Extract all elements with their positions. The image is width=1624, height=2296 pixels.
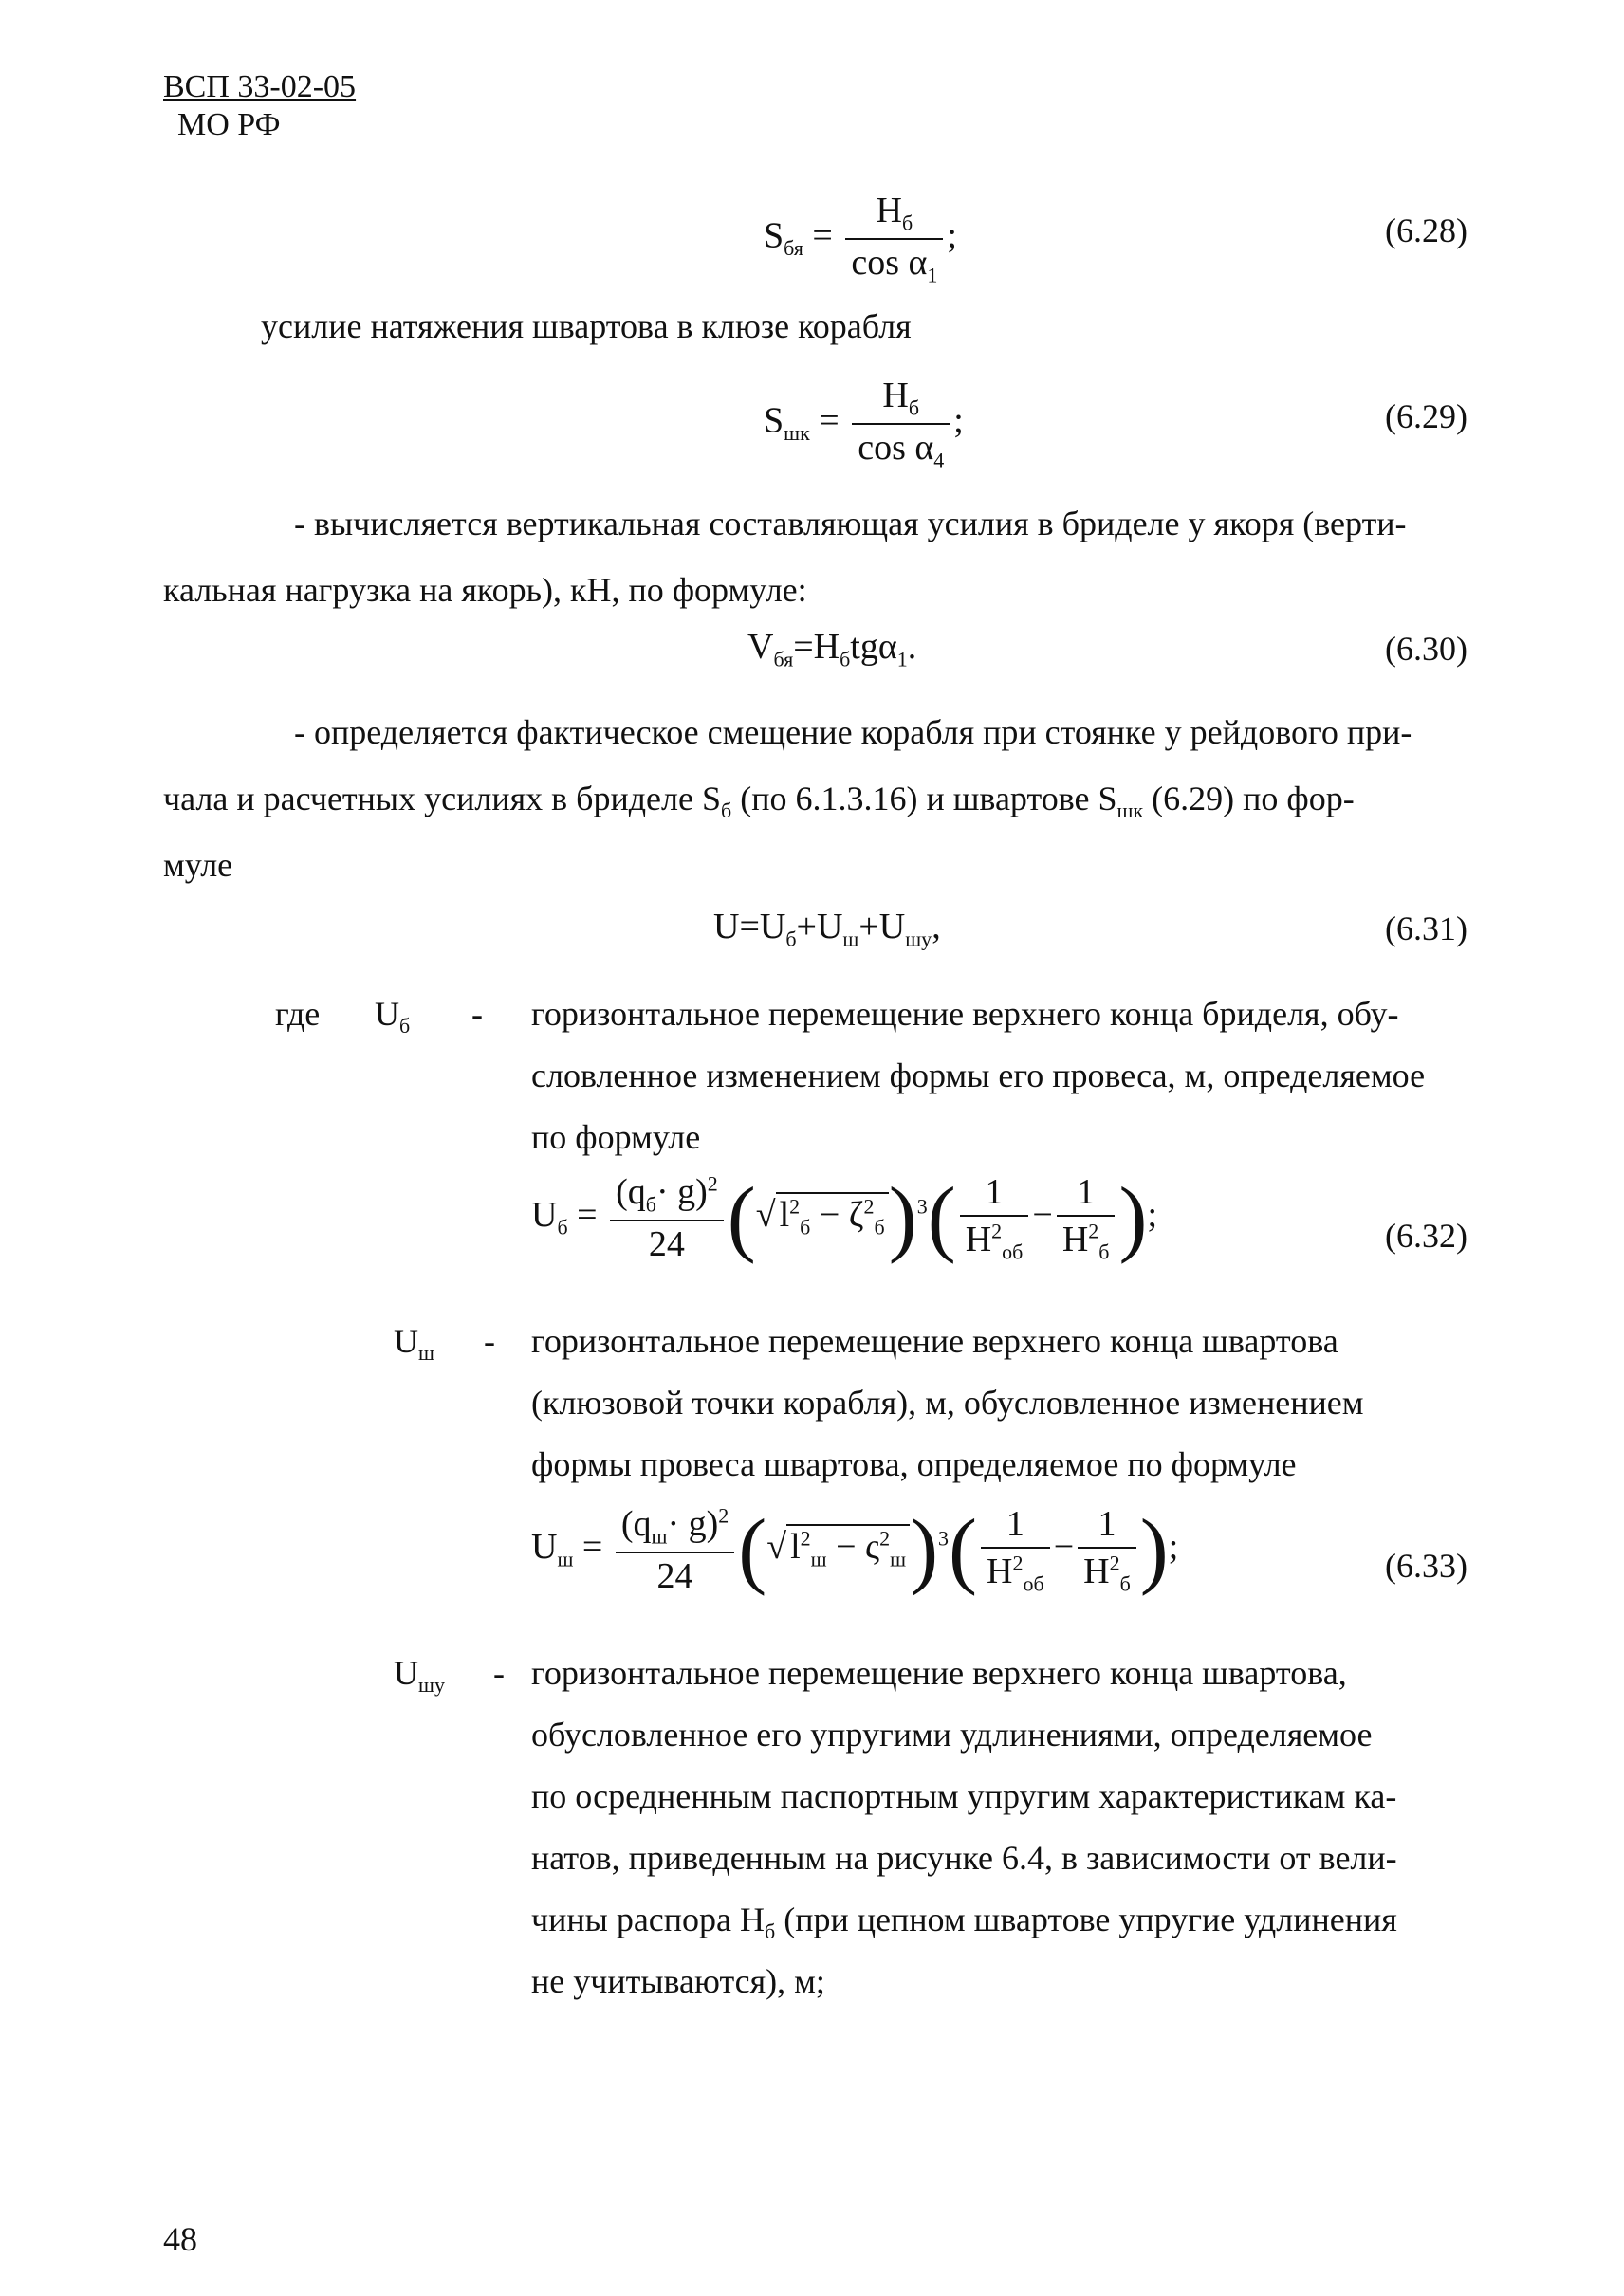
equation-6-33: $U_ш$ = $\frac{(q_ш\cdot g)^2}{24}$ (√ $l^2_ш - \varsigma^2_ш)^3$( $\frac{1}{H^2_{об}}$ − $\frac{1}{H^2_б}$ ); xyxy=(531,1502,1179,1597)
paragraph-line: муле xyxy=(163,846,233,884)
definition-dash: - xyxy=(484,1322,495,1360)
definition-symbol: $U_{шу}$ xyxy=(394,1654,445,1698)
equation-number-6-28: (6.28) xyxy=(1385,211,1467,249)
definition-line: по формуле xyxy=(531,1118,701,1156)
equation-number-6-30: (6.30) xyxy=(1385,630,1467,668)
definition-line: горизонтальное перемещение верхнего конца швартова, xyxy=(531,1654,1347,1692)
definition-line: (клюзовой точки корабля), м, обусловленное изменением xyxy=(531,1384,1364,1422)
equation-6-32: $U_б$ = $\frac{(q_б\cdot g)^2}{24}$ (√ $l^2_б - \zeta^2_б)^3$( $\frac{1}{H^2_{об}}$ − $\frac{1}{H^2_б}$ ); xyxy=(531,1170,1158,1265)
definition-line: словленное изменением формы его провеса, м, определяемое xyxy=(531,1056,1426,1094)
definition-line: горизонтальное перемещение верхнего конца швартова xyxy=(531,1322,1338,1360)
equation-6-29: $S_{шк}$ = $\frac{H_б}{\cos \alpha_4}$ ; xyxy=(764,376,964,472)
paragraph-line: чала и расчетных усилиях в бриделе $S_б$ (по 6.1.3.16) и швартове $S_{шк}$ (6.29) по фор- xyxy=(163,780,1355,823)
definition-dash: - xyxy=(471,995,483,1033)
paragraph-line: - вычисляется вертикальная составляющая усилия в бриделе у якоря (верти- xyxy=(294,505,1407,542)
equation-number-6-31: (6.31) xyxy=(1385,909,1467,947)
definition-line: обусловленное его упругими удлинениями, определяемое xyxy=(531,1716,1373,1754)
equation-number-6-32: (6.32) xyxy=(1385,1217,1467,1255)
definition-line: горизонтальное перемещение верхнего конца бриделя, обу- xyxy=(531,995,1399,1033)
document-header xyxy=(163,68,356,144)
definition-line: натов, приведенным на рисунке 6.4, в зависимости от вели- xyxy=(531,1839,1397,1877)
definition-line: формы провеса швартова, определяемое по формуле xyxy=(531,1445,1297,1483)
definition-dash: - xyxy=(493,1654,505,1692)
definition-symbol: $U_ш$ xyxy=(394,1322,434,1366)
equation-6-28: $S_{бя}$ = $\frac{H_б}{\cos \alpha_1}$ ; xyxy=(764,191,957,287)
definition-line: чины распора $H_б$ (при цепном швартове упругие удлинения xyxy=(531,1901,1397,1944)
document-organization: МО РФ xyxy=(177,107,281,142)
definition-line: не учитываются), м; xyxy=(531,1962,825,2000)
paragraph-text: усилие натяжения швартова в клюзе корабля xyxy=(261,307,912,345)
page-number: 48 xyxy=(163,2220,197,2258)
definition-line: по осредненным паспортным упругим характеристикам ка- xyxy=(531,1777,1397,1815)
equation-6-30: $V_{бя}=H_бtg\alpha_1$. xyxy=(747,627,917,671)
equation-number-6-29: (6.29) xyxy=(1385,397,1467,435)
equation-6-31: $U=U_б+U_ш+U_{шу}$, xyxy=(713,907,941,951)
document-code: ВСП 33-02-05 xyxy=(163,69,357,104)
paragraph-line: - определяется фактическое смещение корабля при стоянке у рейдового при- xyxy=(294,713,1412,751)
definition-symbol: $U_б$ xyxy=(375,995,411,1038)
where-label: где xyxy=(275,995,321,1033)
equation-number-6-33: (6.33) xyxy=(1385,1547,1467,1585)
paragraph-line: кальная нагрузка на якорь), кН, по формуле: xyxy=(163,571,807,609)
